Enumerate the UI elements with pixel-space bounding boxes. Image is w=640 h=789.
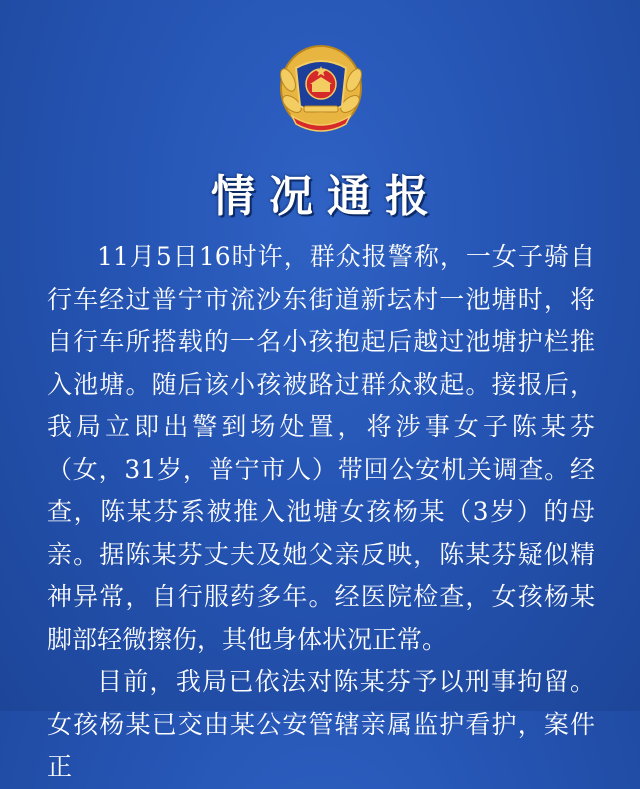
- paragraph: 目前，我局已依法对陈某芬予以刑事拘留。女孩杨某已交由某公安管辖亲属监护看护，案件正: [47, 667, 595, 781]
- page-title: 情况通报: [211, 171, 443, 222]
- notice-body: [47, 236, 595, 789]
- police-emblem-icon: [276, 44, 366, 136]
- paragraph: 11月5日16时许，群众报警称，一女子骑自行车经过普宁市流沙东街道新坛村一池塘时，将自行车所搭载的一名小孩抱起后越过池塘护栏推入池塘。随后该小孩被路过群众救起。接报后，我局立即出警到场处置，将涉事女子陈某芬（女，31岁，普宁市人）带回公安机关调查。经查，陈某芬系被推入池塘女孩杨某（3岁）的母亲。据陈某芬丈夫及她父亲反映，陈某芬疑似精神异常，自行服药多年。经医院检查，女孩杨某脚部轻微擦伤，其他身体状况正常。: [47, 242, 595, 654]
